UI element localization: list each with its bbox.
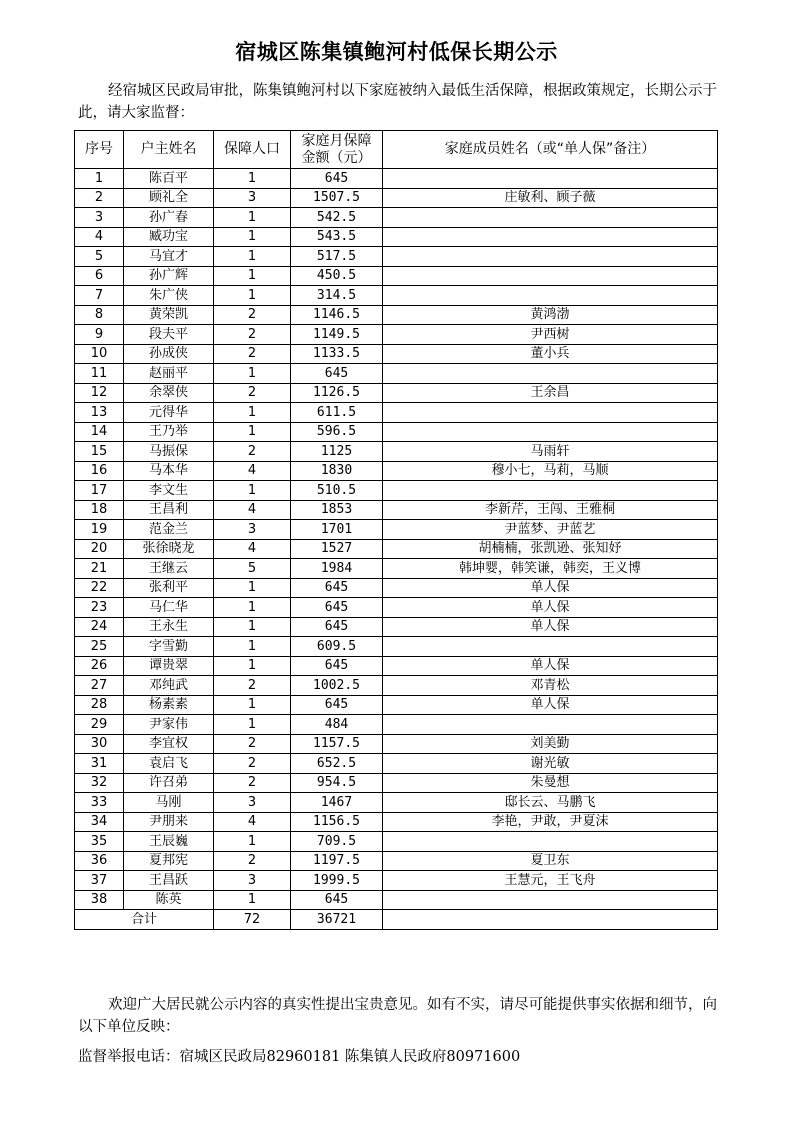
family-members: 单人保 [383, 695, 718, 715]
row-number: 4 [75, 227, 124, 247]
header-count: 保障人口 [214, 131, 291, 169]
monthly-amount: 1146.5 [291, 305, 383, 325]
table-row [75, 851, 718, 871]
householder-name: 范金兰 [124, 520, 214, 540]
family-members: 韩坤婴，韩笑谦，韩奕，王义博 [383, 559, 718, 579]
monthly-amount: 609.5 [291, 637, 383, 657]
table-row [75, 754, 718, 774]
covered-persons: 4 [214, 812, 291, 832]
table-row [75, 871, 718, 891]
householder-name: 王乃举 [124, 422, 214, 442]
householder-name: 顾礼全 [124, 188, 214, 208]
monthly-amount: 543.5 [291, 227, 383, 247]
covered-persons: 1 [214, 266, 291, 286]
householder-name: 王永生 [124, 617, 214, 637]
householder-name: 许召弟 [124, 773, 214, 793]
row-number: 7 [75, 286, 124, 306]
monthly-amount: 1125 [291, 442, 383, 462]
covered-persons: 3 [214, 520, 291, 540]
householder-name: 邓纯武 [124, 676, 214, 696]
householder-name: 王昌利 [124, 500, 214, 520]
row-number: 36 [75, 851, 124, 871]
table-row [75, 208, 718, 228]
householder-name: 元得华 [124, 403, 214, 423]
family-members: 王余昌 [383, 383, 718, 403]
monthly-amount: 645 [291, 169, 383, 189]
monthly-amount: 596.5 [291, 422, 383, 442]
householder-name: 夏邦宪 [124, 851, 214, 871]
header-members: 家庭成员姓名（或“单人保”备注） [383, 131, 718, 169]
monthly-amount: 645 [291, 695, 383, 715]
family-members: 王慧元，王飞舟 [383, 871, 718, 891]
family-members: 李艳，尹敢，尹夏沫 [383, 812, 718, 832]
table-row [75, 305, 718, 325]
row-number: 21 [75, 559, 124, 579]
family-members [383, 208, 718, 228]
householder-name: 黄荣凯 [124, 305, 214, 325]
family-members: 单人保 [383, 578, 718, 598]
family-members [383, 286, 718, 306]
family-members: 黄鸿渤 [383, 305, 718, 325]
monthly-amount: 1157.5 [291, 734, 383, 754]
covered-persons: 1 [214, 656, 291, 676]
table-row [75, 344, 718, 364]
header-amount [291, 131, 383, 169]
monthly-amount: 1126.5 [291, 383, 383, 403]
covered-persons: 1 [214, 247, 291, 267]
row-number: 30 [75, 734, 124, 754]
householder-name: 陈英 [124, 890, 214, 910]
householder-name: 杨素素 [124, 695, 214, 715]
row-number: 23 [75, 598, 124, 618]
table-row [75, 461, 718, 481]
row-number: 29 [75, 715, 124, 735]
row-number: 14 [75, 422, 124, 442]
family-members: 邸长云、马鹏飞 [383, 793, 718, 813]
row-number: 34 [75, 812, 124, 832]
table-row [75, 481, 718, 501]
covered-persons: 1 [214, 286, 291, 306]
covered-persons: 2 [214, 442, 291, 462]
covered-persons: 2 [214, 344, 291, 364]
header-no: 序号 [75, 131, 124, 169]
householder-name: 段夫平 [124, 325, 214, 345]
family-members: 单人保 [383, 617, 718, 637]
row-number: 20 [75, 539, 124, 559]
householder-name: 陈百平 [124, 169, 214, 189]
family-members [383, 227, 718, 247]
family-members [383, 266, 718, 286]
table-row [75, 403, 718, 423]
monthly-amount: 1133.5 [291, 344, 383, 364]
row-number: 37 [75, 871, 124, 891]
monthly-amount: 1830 [291, 461, 383, 481]
row-number: 3 [75, 208, 124, 228]
table-row [75, 266, 718, 286]
table-header-row [75, 131, 718, 169]
table-row [75, 812, 718, 832]
covered-persons: 1 [214, 832, 291, 852]
householder-name: 王辰巍 [124, 832, 214, 852]
row-number: 8 [75, 305, 124, 325]
householder-name: 孙广春 [124, 208, 214, 228]
householder-name: 臧功宝 [124, 227, 214, 247]
covered-persons: 1 [214, 695, 291, 715]
row-number: 19 [75, 520, 124, 540]
householder-name: 张利平 [124, 578, 214, 598]
householder-name: 李宜权 [124, 734, 214, 754]
row-number: 2 [75, 188, 124, 208]
total-count: 72 [214, 910, 291, 930]
table-row [75, 715, 718, 735]
householder-name: 李文生 [124, 481, 214, 501]
monthly-amount: 314.5 [291, 286, 383, 306]
monthly-amount: 1999.5 [291, 871, 383, 891]
covered-persons: 1 [214, 578, 291, 598]
monthly-amount: 542.5 [291, 208, 383, 228]
table-row [75, 364, 718, 384]
householder-name: 孙成侠 [124, 344, 214, 364]
row-number: 24 [75, 617, 124, 637]
monthly-amount: 1701 [291, 520, 383, 540]
family-members: 马雨轩 [383, 442, 718, 462]
covered-persons: 1 [214, 364, 291, 384]
covered-persons: 2 [214, 851, 291, 871]
householder-name: 马仁华 [124, 598, 214, 618]
covered-persons: 1 [214, 715, 291, 735]
row-number: 26 [75, 656, 124, 676]
table-row [75, 169, 718, 189]
family-members: 刘美勤 [383, 734, 718, 754]
monthly-amount: 645 [291, 578, 383, 598]
header-name: 户主姓名 [124, 131, 214, 169]
row-number: 13 [75, 403, 124, 423]
householder-name: 朱广侠 [124, 286, 214, 306]
householder-name: 孙广辉 [124, 266, 214, 286]
householder-name: 袁启飞 [124, 754, 214, 774]
monthly-amount: 510.5 [291, 481, 383, 501]
total-label: 合计 [75, 910, 214, 930]
row-number: 12 [75, 383, 124, 403]
monthly-amount: 645 [291, 364, 383, 384]
table-row [75, 617, 718, 637]
covered-persons: 1 [214, 617, 291, 637]
family-members [383, 247, 718, 267]
table-row [75, 832, 718, 852]
row-number: 33 [75, 793, 124, 813]
assistance-table [74, 130, 718, 930]
table-row [75, 676, 718, 696]
table-row [75, 520, 718, 540]
table-row [75, 793, 718, 813]
monthly-amount: 1002.5 [291, 676, 383, 696]
covered-persons: 1 [214, 481, 291, 501]
covered-persons: 2 [214, 676, 291, 696]
table-row [75, 734, 718, 754]
covered-persons: 4 [214, 461, 291, 481]
family-members: 单人保 [383, 598, 718, 618]
family-members: 尹蓝梦、尹蓝艺 [383, 520, 718, 540]
covered-persons: 2 [214, 773, 291, 793]
header-amount-line1: 家庭月保障 [301, 132, 372, 149]
page-title: 宿城区陈集镇鲍河村低保长期公示 [235, 40, 558, 64]
family-members: 董小兵 [383, 344, 718, 364]
row-number: 35 [75, 832, 124, 852]
family-members [383, 832, 718, 852]
householder-name: 张徐晓龙 [124, 539, 214, 559]
row-number: 11 [75, 364, 124, 384]
row-number: 10 [75, 344, 124, 364]
covered-persons: 3 [214, 188, 291, 208]
row-number: 32 [75, 773, 124, 793]
covered-persons: 4 [214, 539, 291, 559]
monthly-amount: 954.5 [291, 773, 383, 793]
family-members [383, 715, 718, 735]
covered-persons: 1 [214, 598, 291, 618]
covered-persons: 1 [214, 403, 291, 423]
covered-persons: 3 [214, 871, 291, 891]
monthly-amount: 1507.5 [291, 188, 383, 208]
table-row [75, 247, 718, 267]
covered-persons: 1 [214, 637, 291, 657]
householder-name: 马本华 [124, 461, 214, 481]
total-amount: 36721 [291, 910, 383, 930]
monthly-amount: 1984 [291, 559, 383, 579]
family-members: 庄敏利、顾子薇 [383, 188, 718, 208]
monthly-amount: 1467 [291, 793, 383, 813]
feedback-note: 欢迎广大居民就公示内容的真实性提出宝贵意见。如有不实，请尽可能提供事实依据和细节，向以下单位反映： [78, 997, 717, 1035]
monthly-amount: 652.5 [291, 754, 383, 774]
row-number: 18 [75, 500, 124, 520]
householder-name: 马振保 [124, 442, 214, 462]
monthly-amount: 709.5 [291, 832, 383, 852]
covered-persons: 2 [214, 383, 291, 403]
table-row [75, 656, 718, 676]
family-members: 谢光敏 [383, 754, 718, 774]
table-row [75, 188, 718, 208]
covered-persons: 4 [214, 500, 291, 520]
family-members [383, 637, 718, 657]
table-row [75, 227, 718, 247]
table-row [75, 383, 718, 403]
monthly-amount: 1156.5 [291, 812, 383, 832]
row-number: 38 [75, 890, 124, 910]
table-row [75, 539, 718, 559]
family-members [383, 364, 718, 384]
family-members: 邓青松 [383, 676, 718, 696]
covered-persons: 1 [214, 227, 291, 247]
row-number: 1 [75, 169, 124, 189]
householder-name: 尹家伟 [124, 715, 214, 735]
householder-name: 谭贵翠 [124, 656, 214, 676]
table-row [75, 500, 718, 520]
table-row [75, 773, 718, 793]
row-number: 5 [75, 247, 124, 267]
covered-persons: 5 [214, 559, 291, 579]
covered-persons: 1 [214, 208, 291, 228]
family-members: 穆小七，马莉，马顺 [383, 461, 718, 481]
monthly-amount: 645 [291, 890, 383, 910]
covered-persons: 3 [214, 793, 291, 813]
row-number: 15 [75, 442, 124, 462]
table-row [75, 578, 718, 598]
intro-paragraph: 经宿城区民政局审批，陈集镇鲍河村以下家庭被纳入最低生活保障，根据政策规定，长期公示于此，请大家监督： [78, 83, 717, 121]
table-row [75, 286, 718, 306]
table-row [75, 695, 718, 715]
row-number: 16 [75, 461, 124, 481]
total-row [75, 910, 718, 930]
monthly-amount: 517.5 [291, 247, 383, 267]
family-members [383, 422, 718, 442]
total-members [383, 910, 718, 930]
table-row [75, 559, 718, 579]
row-number: 31 [75, 754, 124, 774]
monthly-amount: 1527 [291, 539, 383, 559]
row-number: 28 [75, 695, 124, 715]
family-members [383, 403, 718, 423]
family-members: 夏卫东 [383, 851, 718, 871]
header-amount-line2: 金额（元） [301, 149, 372, 166]
table-row [75, 637, 718, 657]
row-number: 22 [75, 578, 124, 598]
householder-name: 尹朋来 [124, 812, 214, 832]
covered-persons: 2 [214, 734, 291, 754]
covered-persons: 2 [214, 305, 291, 325]
row-number: 25 [75, 637, 124, 657]
row-number: 6 [75, 266, 124, 286]
monthly-amount: 1197.5 [291, 851, 383, 871]
monthly-amount: 645 [291, 617, 383, 637]
family-members: 单人保 [383, 656, 718, 676]
householder-name: 赵丽平 [124, 364, 214, 384]
householder-name: 字雪勤 [124, 637, 214, 657]
monthly-amount: 1853 [291, 500, 383, 520]
householder-name: 马宜才 [124, 247, 214, 267]
table-row [75, 325, 718, 345]
householder-name: 马刚 [124, 793, 214, 813]
covered-persons: 1 [214, 169, 291, 189]
monthly-amount: 645 [291, 598, 383, 618]
covered-persons: 2 [214, 754, 291, 774]
row-number: 17 [75, 481, 124, 501]
monthly-amount: 1149.5 [291, 325, 383, 345]
table-row [75, 422, 718, 442]
family-members: 胡楠楠，张凯逊、张知妤 [383, 539, 718, 559]
monthly-amount: 484 [291, 715, 383, 735]
family-members [383, 169, 718, 189]
householder-name: 王继云 [124, 559, 214, 579]
family-members: 朱曼想 [383, 773, 718, 793]
family-members: 李新芹，王闯、王雅桐 [383, 500, 718, 520]
monthly-amount: 450.5 [291, 266, 383, 286]
covered-persons: 1 [214, 890, 291, 910]
table-body [75, 169, 718, 910]
table-row [75, 890, 718, 910]
table-row [75, 598, 718, 618]
contact-info: 监督举报电话：宿城区民政局82960181 陈集镇人民政府80971600 [78, 1049, 521, 1065]
householder-name: 王昌跃 [124, 871, 214, 891]
family-members: 尹西树 [383, 325, 718, 345]
covered-persons: 2 [214, 325, 291, 345]
family-members [383, 481, 718, 501]
householder-name: 余翠侠 [124, 383, 214, 403]
monthly-amount: 645 [291, 656, 383, 676]
monthly-amount: 611.5 [291, 403, 383, 423]
covered-persons: 1 [214, 422, 291, 442]
table-row [75, 442, 718, 462]
row-number: 9 [75, 325, 124, 345]
row-number: 27 [75, 676, 124, 696]
family-members [383, 890, 718, 910]
